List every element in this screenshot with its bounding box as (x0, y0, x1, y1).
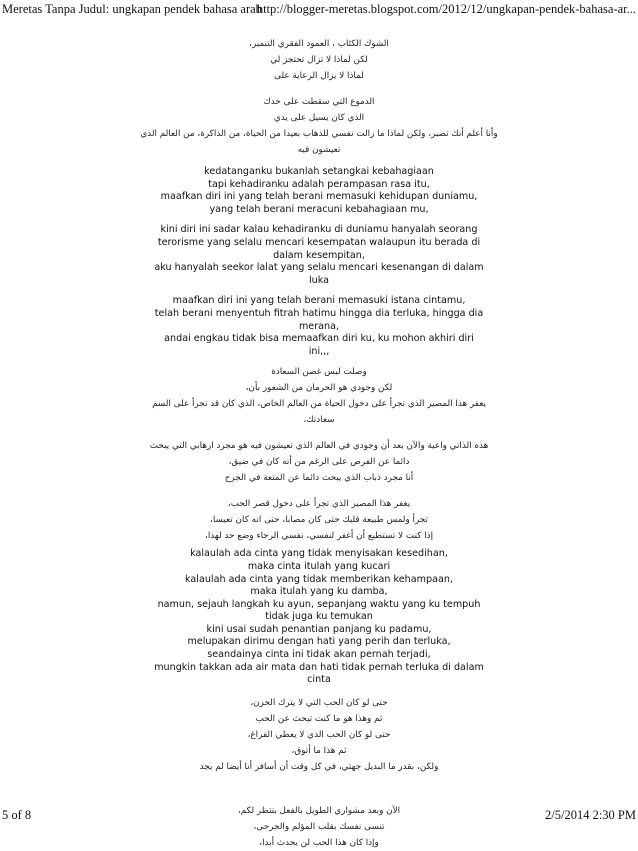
poem-line: melupakan dirimu dengan hati yang perih dan terluka, (187, 636, 451, 648)
poem-line: إذا كنت لا تستطيع أن أغفر لنفسي، نفسي الرجاء وضع حد لهذا، (204, 531, 434, 542)
browser-print-header (0, 0, 638, 18)
poem-line: وصلت لبس غصن السعادة (271, 367, 367, 378)
arabic-stanza (0, 496, 638, 544)
arabic-stanza (0, 438, 638, 486)
print-datetime: 2/5/2014 2:30 PM (545, 808, 636, 822)
page-title: Meretas Tanpa Judul: ungkapan pendek bahasa arab (2, 2, 262, 16)
poem-line: tidak juga ku temukan (265, 611, 373, 623)
poem-line: kalaulah ada cinta yang tidak memberikan kehampaan, (185, 573, 453, 585)
indonesian-stanza (0, 295, 638, 358)
poem-line: maafkan diri ini yang telah berani memasuki istana cintamu, (172, 295, 466, 307)
article-body (0, 36, 638, 851)
poem-line: kini usai sudah penantian panjang ku padamu, (206, 623, 432, 635)
poem-line: maafkan diri ini yang telah berani memasuki kehidupan duniamu, (160, 191, 478, 203)
poem-line: aku hanyalah seekor lalat yang selalu mencari kesenangan di dalam (154, 262, 484, 274)
poem-line: سعادتك، (303, 415, 335, 426)
poem-line: ثم وهذا هو ما كنت تبحث عن الحب (255, 713, 383, 724)
indonesian-stanza (0, 224, 638, 287)
poem-line: dalam kesempitan, (273, 249, 365, 261)
poem-line: ولكن، بقدر ما البديل جهتي، في كل وقت أن أسافر أنا أيضا لم يجد (199, 761, 439, 772)
poem-line: merana, (298, 320, 340, 332)
poem-line: تجرأ ولمس طبيعة قلبك حتى كان مصابا، حتى انه كان تعيسا، (210, 515, 428, 526)
arabic-stanza (0, 36, 638, 84)
arabic-stanza (0, 695, 638, 775)
poem-line: yang telah berani meracuni kebahagiaan mu, (209, 203, 429, 215)
poem-line: الدموع التي سقطت على خدك (263, 97, 375, 107)
poem-line: kini diri ini sadar kalau kehadiranku di duniamu hanyalah seorang (160, 224, 478, 236)
poem-line: terorisme yang selalu mencari kesempatan walaupun itu berada di (157, 236, 481, 248)
poem-line: تعيشون فيه (297, 145, 341, 155)
arabic-stanza (0, 364, 638, 428)
poem-line: maka cinta itulah yang kucari (247, 560, 391, 572)
poem-line: seandainya cinta ini tidak akan pernah terjadi, (207, 649, 431, 661)
poem-line: luka (308, 274, 329, 286)
indonesian-stanza (0, 548, 638, 687)
poem-line: kalaulah ada cinta yang tidak menyisakan kesedihan, (190, 548, 448, 560)
poem-line: kedatanganku bukanlah setangkai kebahagiaan (204, 166, 434, 177)
poem-line: تنسى نفسك بقلب المؤلم والجرحى، (253, 821, 385, 832)
poem-line: tapi kehadiranku adalah perampasan rasa itu, (208, 178, 430, 190)
poem-line: لكن وجودي هو الحرمان من الشعور بأن، (245, 383, 393, 394)
poem-line: أنا مجرد ذباب الذي يبحث دائما عن المتعة في الجرح (224, 473, 414, 484)
page-url: http://blogger-meretas.blogspot.com/2012/12/ungkapan-pendek-bahasa-ar... (256, 2, 636, 16)
poem-line: ini,,, (308, 345, 330, 357)
poem-line: لماذا لا يزال الرعاية على (274, 71, 364, 81)
poem-line: الشوك الكئاب ، العمود الفقري التنمير، (249, 39, 389, 49)
poem-line: وأنا أعلم أنك تصبر، ولكن لماذا ما زالت نفسي للذهاب بعيدا من الحياة، من الذاكرة، من العالم الذي (140, 129, 498, 139)
page-number: 5 of 8 (2, 808, 32, 822)
poem-line: الذي كان يسيل على يدي (273, 113, 365, 123)
poem-line: maka itulah yang ku damba, (250, 586, 388, 598)
poem-line: دائما عن الفرص على الرغم من أنه كان في ضيق، (228, 457, 410, 468)
poem-line: ثم هذا ما أتوق، (291, 745, 347, 756)
poem-line: وإذا كان هذا الحب لن يحدث أبدا، (259, 837, 379, 848)
poem-line: لكن لماذا لا تزال تحتجز لي (270, 55, 368, 65)
poem-line: mungkin takkan ada air mata dan hati tidak pernah terluka di dalam (154, 661, 484, 673)
poem-line: andai engkau tidak bisa memaafkan diri ku, ku mohon akhiri diri (164, 333, 474, 345)
poem-line: يغفر هذا المصير الذي تجرأ على دخول الحياة من العالم الخاص، الذي كان قد تجرأ على السم (152, 399, 486, 410)
indonesian-stanza (0, 166, 638, 216)
poem-line: cinta (307, 674, 331, 686)
arabic-stanza (0, 94, 638, 158)
browser-print-footer (0, 808, 638, 826)
poem-line: حتى لو كان الحب الذي لا يعطي الفراغ، (247, 729, 391, 740)
poem-line: telah berani menyentuh fitrah hatimu hingga dia terluka, hingga dia (154, 307, 484, 319)
poem-line: namun, sejauh langkah ku ayun, sepanjang waktu yang ku tempuh (157, 598, 481, 610)
poem-line: هذه الذاتي واعية والآن بعد أن وجودي في العالم الذي تعيشون فيه هو مجرد ارهابي التي يبحث (149, 441, 489, 452)
poem-line: حتى لو كان الحب التي لا يترك الحزن، (250, 697, 388, 708)
poem-line: يغفر هذا المصير الذي تجرأ على دخول قصر الحب، (227, 499, 411, 510)
poem-line: الآن وبعد مشواري الطويل بالفعل بنتظر لكم، (237, 805, 401, 816)
